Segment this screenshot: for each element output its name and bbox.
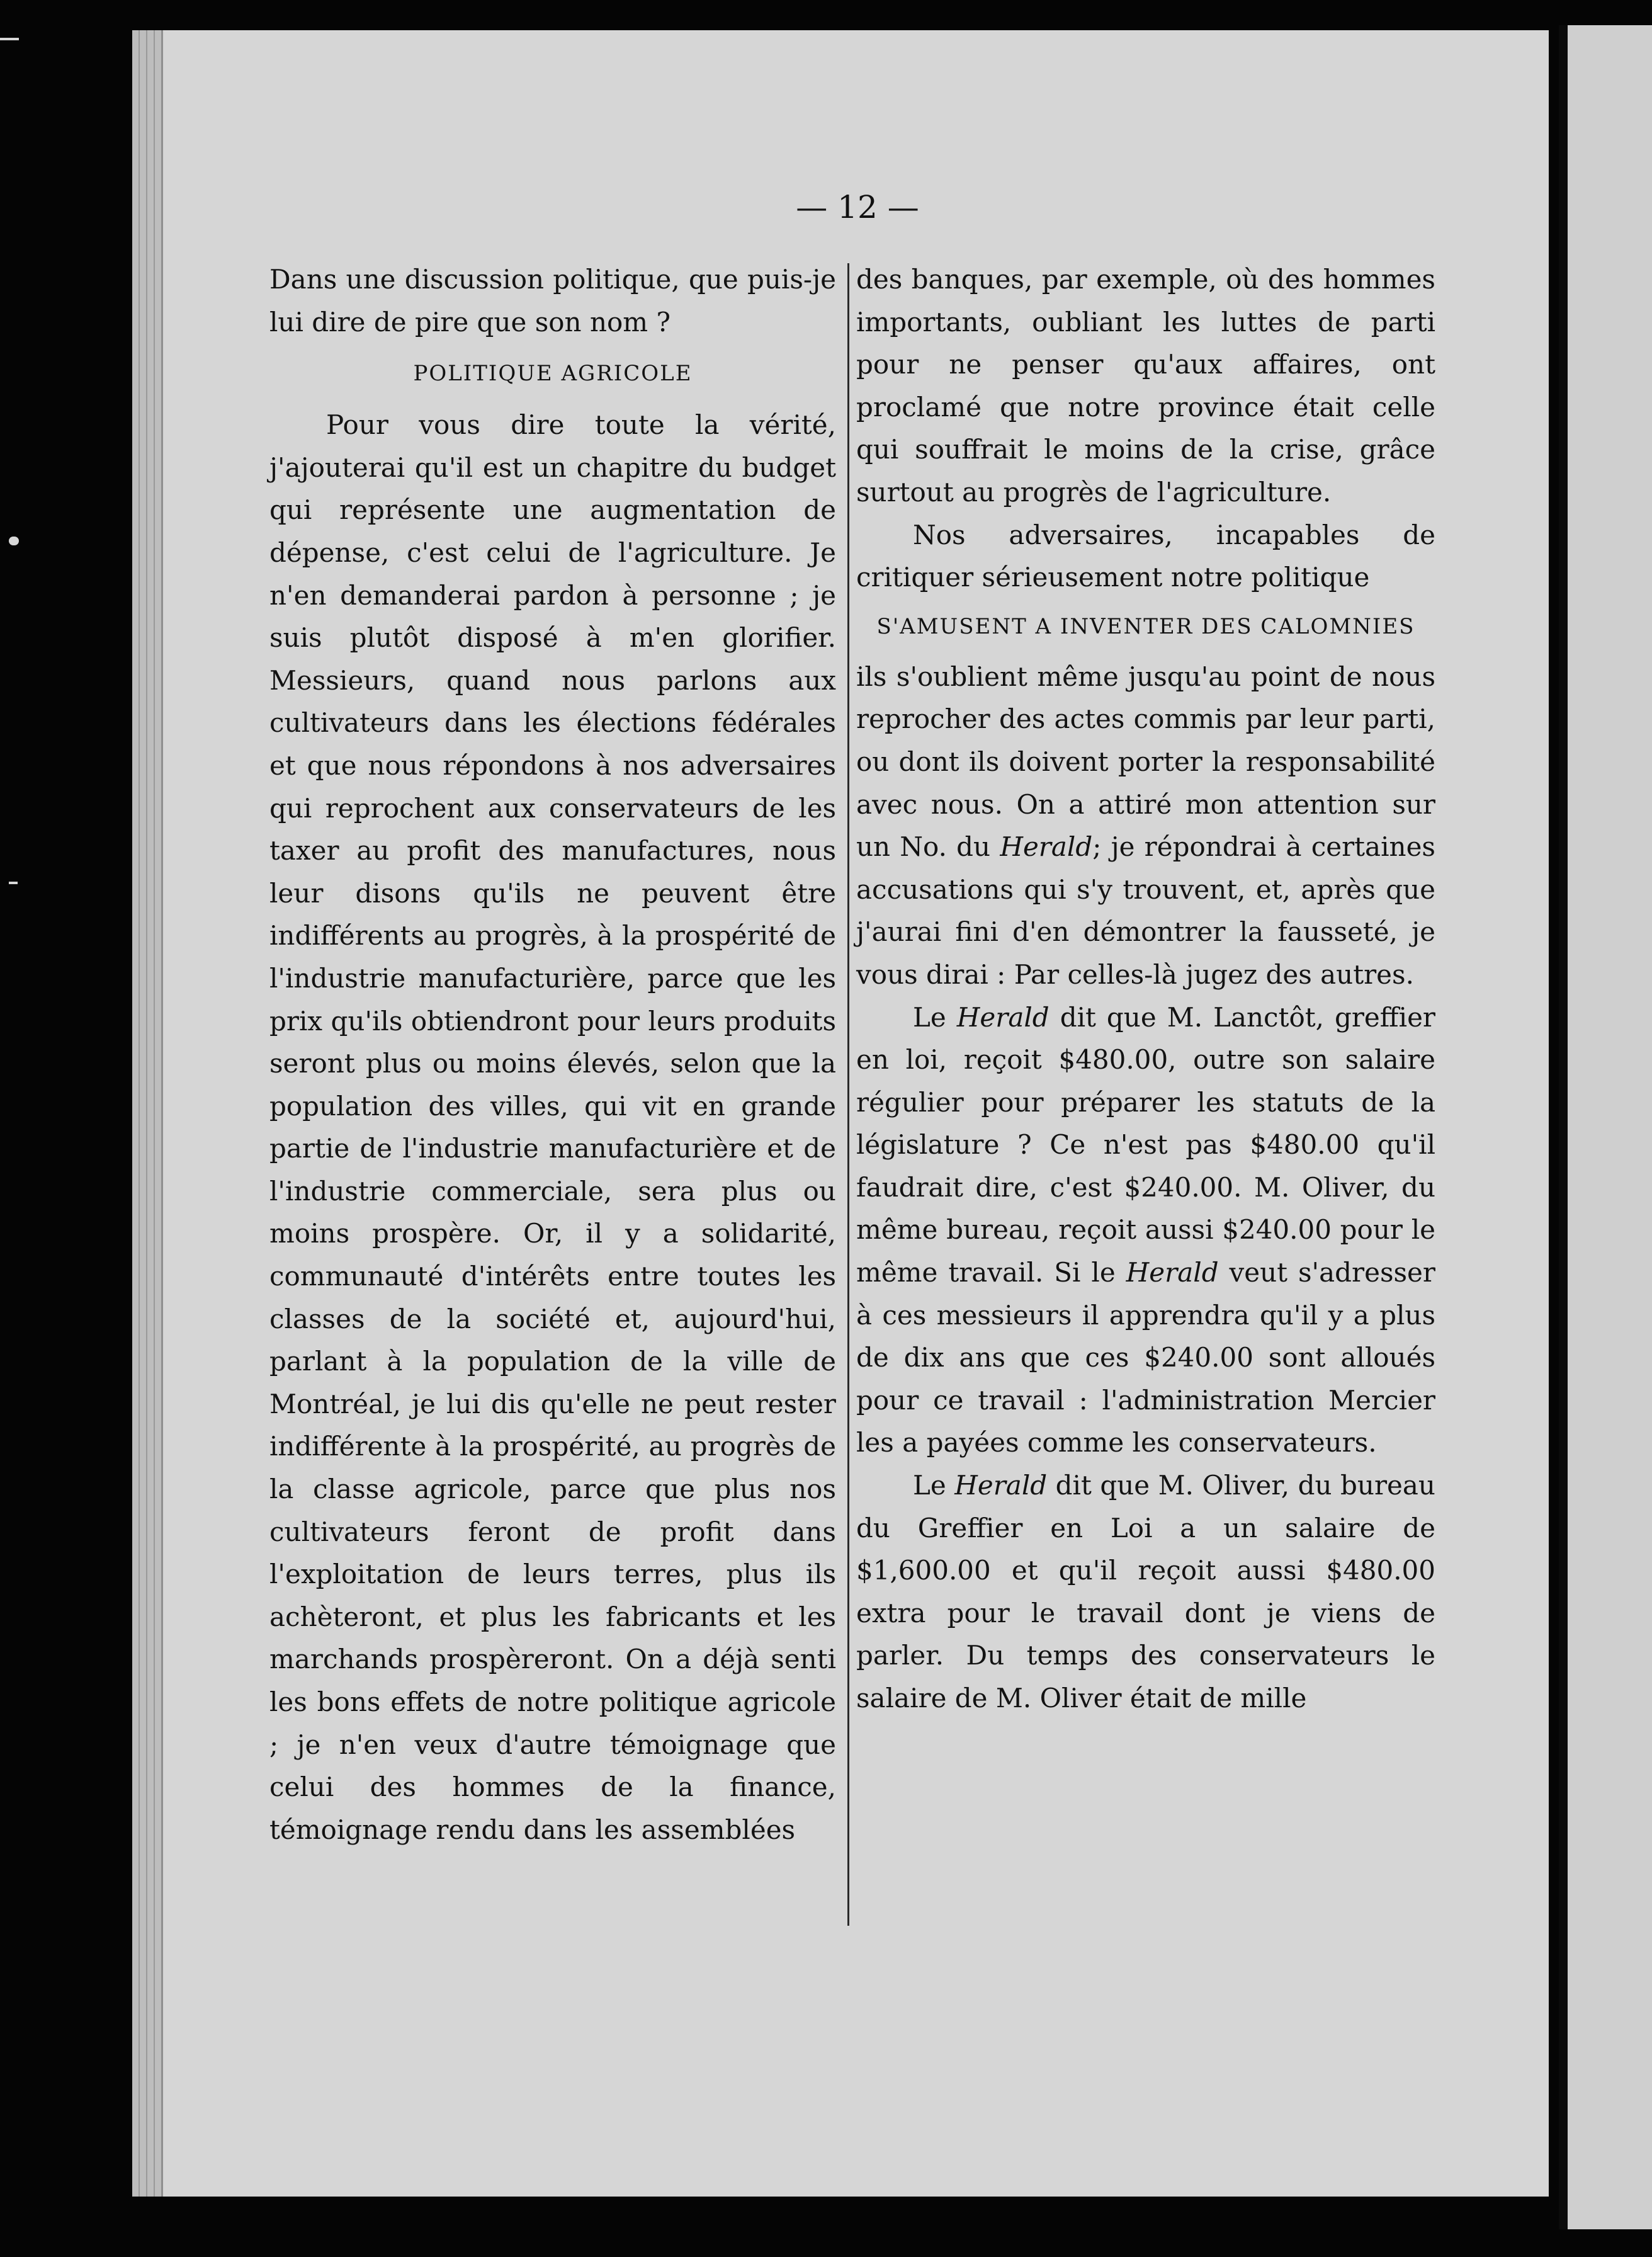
herald-title: Herald xyxy=(1000,831,1093,863)
right-paragraph-4: Le Herald dit que M. Lanctôt, greffier en loi, reçoit $480.00, outre son salaire régulier pour préparer les statuts de la législature ? Ce n'est pas $480.00 qu'il faudrait dire, c'est $240.00. M. Oliver, du même bureau, reçoit aussi $240.00 pour le même travail. Si le Herald veut s'adresser à ces messieurs il apprendra qu'il y a plus de dix ans que ces $240.00 sont alloués pour ce travail : l'administration Mercier les a payées comme les conservateurs. xyxy=(856,1001,1435,1458)
right-column xyxy=(856,258,1435,1720)
section-heading-politique-agricole: POLITIQUE AGRICOLE xyxy=(413,361,693,387)
left-paragraph-2: Pour vous dire toute la vérité, j'ajouterai qu'il est un chapitre du budget qui représente une augmentation de dépense, c'est celui de l'agriculture. Je n'en demanderai pardon à personne ; je suis plutôt disposé à m'en glorifier. Messieurs, quand nous parlons aux cultivateurs dans les élections fédérales et que nous répondons à nos adversaires qui reprochent aux conservateurs de les taxer au profit des manufactures, nous leur disons qu'ils ne peuvent être indifférents au progrès, à la prospérité de l'industrie manufacturière, parce que les prix qu'ils obtiendront pour leurs produits seront plus ou moins élevés, selon que la population des villes, qui vit en grande partie de l'industrie manufacturière et de l'industrie commerciale, sera plus ou moins prospère. Or, il y a solidarité, communauté d'intérêts entre toutes les classes de la société et, aujourd'hui, parlant à la population de la ville de Montréal, je lui dis qu'elle ne peut rester indifférente à la prospérité, au progrès de la classe agricole, parce que plus nos cultivateurs feront de profit dans l'exploitation de leurs terres, plus ils achèteront, et plus les fabricants et les marchands prospèreront. On a déjà senti les bons effets de notre politique agricole ; je n'en veux d'autre témoignage que celui des hommes de la finance, témoignage rendu dans les assemblées xyxy=(269,409,836,1845)
page-number: — 12 — xyxy=(796,189,919,225)
scan-mark xyxy=(0,38,19,40)
left-paragraph-1: Dans une discussion politique, que puis-je lui dire de pire que son nom ? xyxy=(269,264,836,338)
herald-title: Herald xyxy=(1126,1257,1219,1288)
facing-page-edge xyxy=(1559,25,1652,2229)
column-divider xyxy=(847,263,849,1926)
right-paragraph-2: Nos adversaires, incapables de critiquer sérieusement notre politique xyxy=(856,519,1435,593)
left-column xyxy=(269,258,836,1851)
right-paragraph-1: des banques, par exemple, où des hommes importants, oubliant les luttes de parti pour ne penser qu'aux affaires, ont proclamé que notre province était celle qui souffrait le moins de la crise, grâce surtout au progrès de l'agriculture. xyxy=(856,264,1435,508)
section-heading-calomnies: S'AMUSENT A INVENTER DES CALOMNIES xyxy=(876,613,1415,639)
right-paragraph-3: ils s'oublient même jusqu'au point de nous reprocher des actes commis par leur parti, ou dont ils doivent porter la responsabilité avec nous. On a attiré mon attention sur un No. du Herald; je répondrai à certaines accusations qui s'y trouvent, et, après que j'aurai fini d'en démontrer la fausseté, je vous dirai : Par celles-là jugez des autres. xyxy=(856,661,1435,990)
herald-title: Herald xyxy=(954,1470,1048,1501)
scan-mark xyxy=(9,882,18,884)
right-paragraph-5: Le Herald dit que M. Oliver, du bureau du Greffier en Loi a un salaire de $1,600.00 et qu'il reçoit aussi $480.00 extra pour le travail dont je viens de parler. Du temps des conservateurs le salaire de M. Oliver était de mille xyxy=(856,1470,1435,1714)
scan-mark xyxy=(9,537,19,545)
herald-title: Herald xyxy=(956,1001,1049,1033)
page-binding-edge xyxy=(132,30,163,2197)
